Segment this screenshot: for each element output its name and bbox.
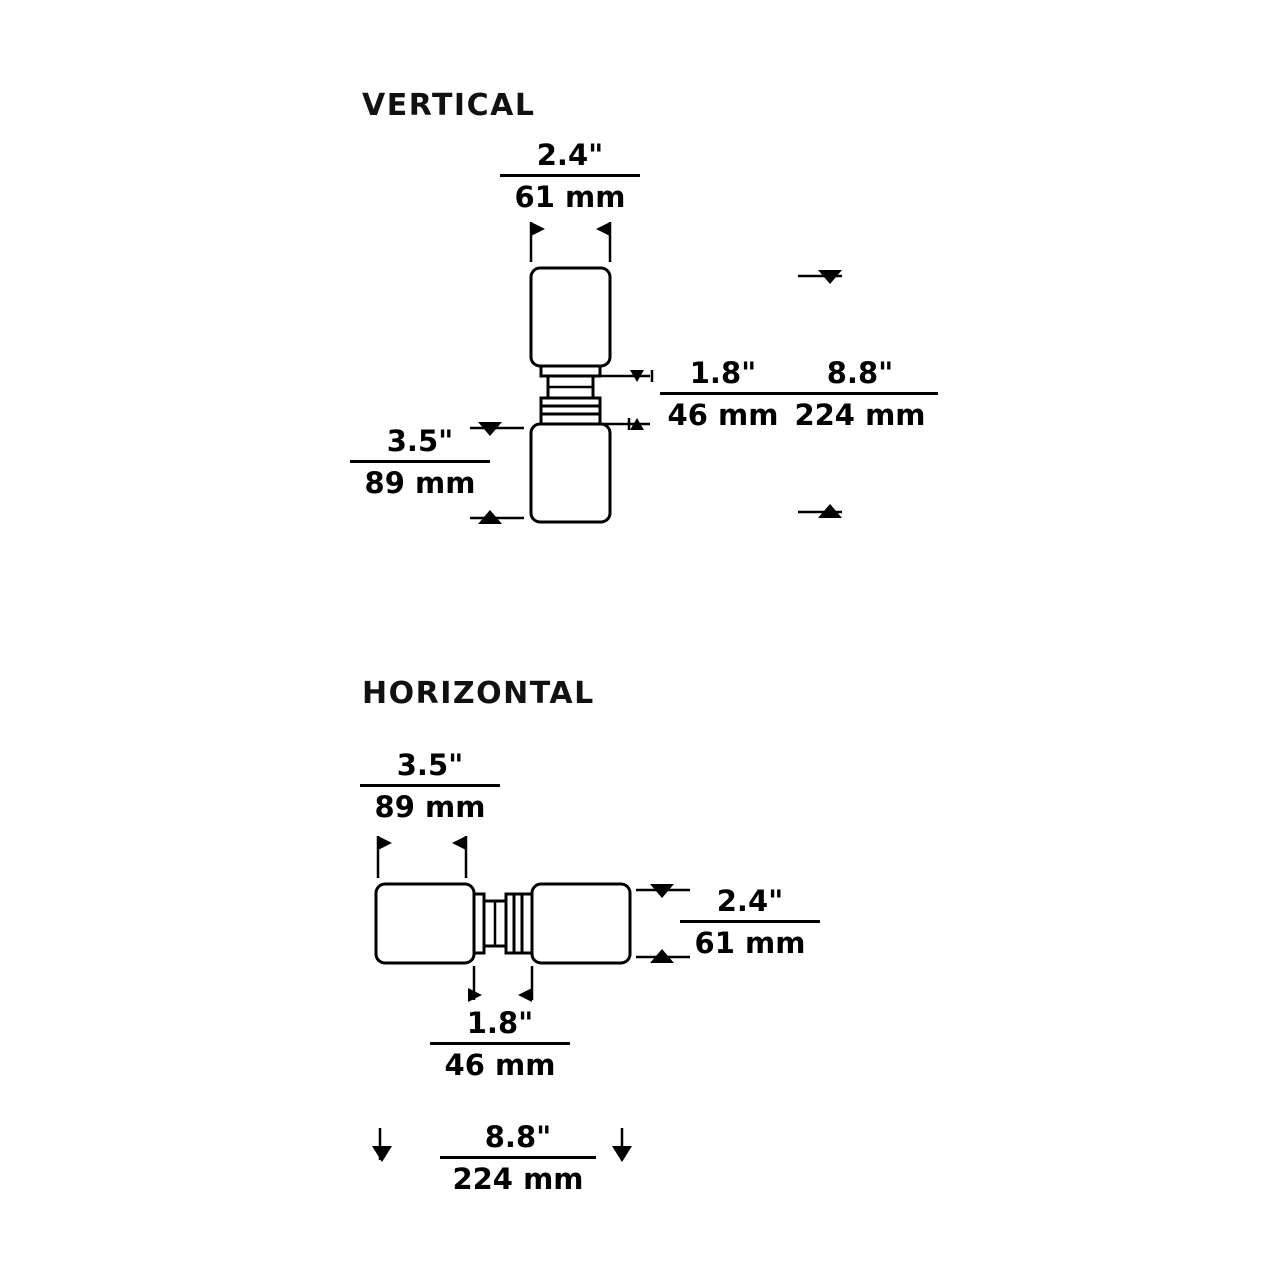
dimension-value-metric: 89 mm bbox=[374, 790, 486, 824]
dimension-vertical-neck-length bbox=[660, 356, 786, 433]
dimension-value-imperial: 3.5" bbox=[396, 748, 464, 782]
dimension-horizontal-knob-diameter bbox=[680, 884, 820, 961]
dimension-horizontal-overall-length bbox=[440, 1120, 596, 1197]
dimension-horizontal-knob-length bbox=[360, 748, 500, 825]
dimension-value-imperial: 2.4" bbox=[716, 884, 784, 918]
section-title-horizontal: HORIZONTAL bbox=[362, 676, 595, 711]
dimension-value-metric: 46 mm bbox=[667, 398, 779, 432]
dim-lines-horizontal-neck bbox=[468, 966, 532, 1002]
dimension-value-imperial: 2.4" bbox=[536, 138, 604, 172]
dimension-value-imperial: 3.5" bbox=[386, 424, 454, 458]
dimension-value-metric: 61 mm bbox=[514, 180, 626, 214]
dimension-value-metric: 224 mm bbox=[452, 1162, 584, 1196]
dimension-vertical-knob-diameter bbox=[500, 138, 640, 215]
product-outline-vertical bbox=[531, 268, 610, 522]
dimension-value-imperial: 1.8" bbox=[466, 1006, 534, 1040]
dimension-value-metric: 61 mm bbox=[694, 926, 806, 960]
dimension-value-imperial: 8.8" bbox=[484, 1120, 552, 1154]
dimension-value-metric: 46 mm bbox=[444, 1048, 556, 1082]
dimension-vertical-overall-length bbox=[782, 356, 938, 433]
dimension-value-imperial: 8.8" bbox=[826, 356, 894, 390]
dimension-value-metric: 89 mm bbox=[364, 466, 476, 500]
dim-lines-vertical-neck bbox=[600, 370, 652, 430]
dimension-horizontal-neck-length bbox=[430, 1006, 570, 1083]
dimension-value-metric: 224 mm bbox=[794, 398, 926, 432]
section-title-vertical: VERTICAL bbox=[362, 88, 536, 123]
product-outline-horizontal bbox=[376, 884, 630, 963]
dim-lines-horizontal-knob bbox=[378, 836, 466, 878]
dimension-vertical-knob-length bbox=[350, 424, 490, 501]
dim-lines-vertical-width bbox=[531, 222, 610, 262]
dimension-value-imperial: 1.8" bbox=[689, 356, 757, 390]
